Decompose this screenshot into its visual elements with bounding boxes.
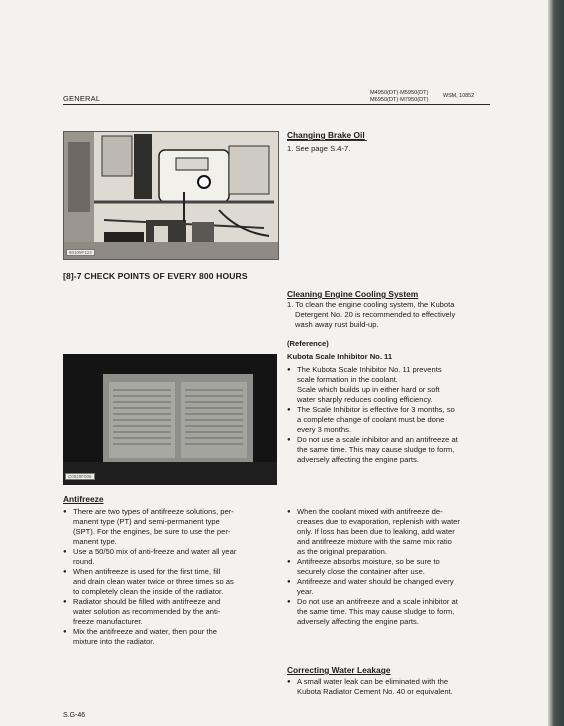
antifreeze-bullets-right <box>287 507 491 627</box>
antifreeze-bullets-left <box>63 507 269 647</box>
reference-bullets <box>287 365 491 465</box>
cooling-title: Cleaning Engine Cooling System <box>287 289 419 299</box>
product-label-photo <box>63 354 277 485</box>
bullet-item <box>287 435 491 465</box>
text-line: ● Do not use an antifreeze and a scale inhibitor at <box>297 597 458 606</box>
text-line: round. <box>73 557 95 566</box>
bullet-item <box>287 405 491 435</box>
text-line: ● The Kubota Scale Inhibitor No. 11 prevents <box>297 365 442 374</box>
text-line: (SPT). For the engines, be sure to use the per- <box>73 527 231 536</box>
model-list <box>370 90 428 104</box>
text-line: to completely clean the inside of the radiator. <box>73 587 224 596</box>
leakage-title: Correcting Water Leakage <box>287 665 391 675</box>
text-line: adversely affecting the engine parts. <box>297 617 419 626</box>
text-line: ● Use a 50/50 mix of anti-freeze and water all year <box>73 547 237 556</box>
engine-illustration <box>64 132 278 259</box>
text-line: every 3 months. <box>297 425 352 434</box>
text-line: and drain clean water twice or three times so as <box>73 577 234 586</box>
bullet-item <box>63 597 269 627</box>
bullet-item <box>63 547 269 567</box>
text-line: scale formation in the coolant. <box>297 375 398 384</box>
page-number: S.G-46 <box>63 712 86 719</box>
text-line: mixture into the radiator. <box>73 637 155 646</box>
text-line: manent type (PT) and semi-permanent type <box>73 517 220 526</box>
brake-oil-title: Changing Brake Oil <box>287 130 365 140</box>
section-header: GENERAL <box>63 94 101 103</box>
text-line: adversely affecting the engine parts. <box>297 455 419 464</box>
model-line-1: M4950(DT)·M5950(DT) <box>370 90 429 96</box>
leakage-bullets <box>287 677 491 697</box>
text-line: ● Antifreeze and water should be changed every <box>297 577 454 586</box>
bullet-item <box>63 627 269 647</box>
bullet-item <box>287 577 491 597</box>
brake-oil-photo <box>63 131 279 260</box>
text-line: water solution as recommended by the anti- <box>73 607 221 616</box>
label-illustration <box>63 354 277 485</box>
page-edge-shadow <box>548 0 564 726</box>
text-line: wash away rust build-up. <box>295 320 379 329</box>
text-line: and antifreeze mixture with the same mix ratio <box>297 537 452 546</box>
brake-oil-step: 1. See page S.4-7. <box>287 144 351 153</box>
header-rule <box>63 104 490 105</box>
text-line: manent type. <box>73 537 117 546</box>
text-line: only. If loss has been due to leaking, add water <box>297 527 455 536</box>
bullet-item <box>287 365 491 405</box>
section-title: [8]-7 CHECK POINTS OF EVERY 800 HOURS <box>63 271 248 281</box>
bullet-item <box>63 507 269 547</box>
text-line: ● When antifreeze is used for the first time, fill <box>73 567 221 576</box>
bullet-item <box>287 557 491 577</box>
model-line-2: M6950(DT)·M7950(DT) <box>370 97 429 103</box>
text-line: Scale which builds up in either hard or soft <box>297 385 440 394</box>
text-line: a complete change of coolant must be done <box>297 415 445 424</box>
text-line: ● Do not use a scale inhibitor and an antifreeze at <box>297 435 458 444</box>
wsm-code: WSM, 10852 <box>443 93 475 99</box>
text-line: freeze manufacturer. <box>73 617 143 626</box>
text-line: the same time. This may cause sludge to form, <box>297 607 455 616</box>
bullet-item <box>287 597 491 627</box>
antifreeze-title: Antifreeze <box>63 494 104 504</box>
text-line: ● Mix the antifreeze and water, then pour the <box>73 627 217 636</box>
photo-tag: 60105F123 <box>66 249 95 256</box>
title-rule <box>287 140 367 141</box>
text-line: ● When the coolant mixed with antifreeze de- <box>297 507 443 516</box>
text-line: year. <box>297 587 314 596</box>
photo-tag: C0020F009 <box>65 473 95 480</box>
text-line: Kubota Radiator Cement No. 40 or equivalent. <box>297 687 453 696</box>
reference-heading: (Reference) <box>287 339 329 348</box>
text-line: water sharply reduces cooling efficiency. <box>297 395 433 404</box>
text-line: Detergent No. 20 is recommended to effectively <box>295 310 456 319</box>
text-line: as the original preparation. <box>297 547 387 556</box>
text-line: ● There are two types of antifreeze solutions, per- <box>73 507 234 516</box>
text-line: ● Antifreeze absorbs moisture, so be sure to <box>297 557 440 566</box>
text-line: ● The Scale Inhibitor is effective for 3 months, so <box>297 405 455 414</box>
bullet-item <box>287 677 491 697</box>
bullet-item <box>287 507 491 557</box>
text-line: ● A small water leak can be eliminated with the <box>297 677 449 686</box>
text-line: ● Radiator should be filled with antifreeze and <box>73 597 221 606</box>
text-line: 1. To clean the engine cooling system, the Kubota <box>287 300 455 309</box>
cooling-step <box>287 300 487 330</box>
text-line: the same time. This may cause sludge to form, <box>297 445 455 454</box>
bullet-item <box>63 567 269 597</box>
reference-subtitle: Kubota Scale Inhibitor No. 11 <box>287 352 393 361</box>
text-line: creases due to evaporation, replenish with water <box>297 517 460 526</box>
text-line: securely close the container after use. <box>297 567 425 576</box>
